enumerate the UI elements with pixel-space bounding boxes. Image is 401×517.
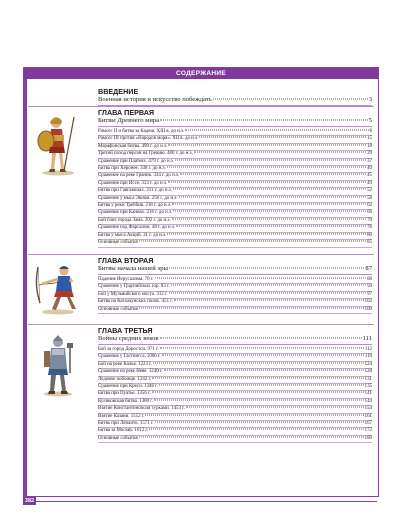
toc-entry[interactable] <box>98 136 372 143</box>
toc-entry[interactable] <box>98 129 372 136</box>
toc-entry-title: Сражение на реке Неве. 1240 г. <box>98 369 163 375</box>
leader-dots <box>172 218 366 219</box>
page-footer-rule <box>36 501 377 502</box>
toc-entry-title: Сражение у мыса Экном. 256 г. до н.э. <box>98 195 178 201</box>
toc-frame <box>23 67 379 497</box>
toc-entry-title: Сражение под Фарсалом. 48 г. до н.э. <box>98 225 176 231</box>
chapter-3-subtitle: Войны средних веков <box>98 335 159 342</box>
chapter-3-entries <box>98 347 372 443</box>
toc-entry[interactable] <box>98 391 372 398</box>
leader-dots <box>155 278 367 279</box>
toc-entry-page: 40 <box>367 166 372 172</box>
toc-entry-title: Сражение при Каннах. 216 г. до н.э. <box>98 210 173 216</box>
leader-dots <box>154 399 364 400</box>
medieval-knight-icon <box>34 333 82 397</box>
section-divider <box>28 254 374 255</box>
section-divider <box>28 324 374 325</box>
toc-entry-page: 161 <box>364 413 372 419</box>
toc-entry-title: Взятие Константинополя турками. 1453 г. <box>98 406 185 412</box>
toc-entry-title: Ледовое побоище. 1242 г. <box>98 376 152 382</box>
leader-dots <box>174 300 364 301</box>
toc-entry-title: Марафонская битва. 490 г. до н.э. <box>98 143 168 149</box>
chapter-2-title: ГЛАВА ВТОРАЯ <box>98 256 154 265</box>
toc-entry[interactable] <box>98 354 372 361</box>
toc-entry-page: 154 <box>364 406 372 412</box>
toc-entry-title: Битва за Москву. 1612 г. <box>98 428 149 434</box>
intro-subtitle-row[interactable] <box>98 96 372 106</box>
toc-entry[interactable] <box>98 421 372 428</box>
toc-entry[interactable] <box>98 166 372 173</box>
greek-warrior-icon <box>34 113 82 177</box>
toc-entry-title: Сражение у Гастингса. 1066 г. <box>98 354 161 360</box>
section-divider <box>28 106 374 107</box>
toc-entry-page: 112 <box>364 347 372 352</box>
toc-entry[interactable] <box>98 210 372 217</box>
leader-dots <box>194 152 366 153</box>
toc-entry[interactable] <box>98 377 372 384</box>
leader-dots <box>155 422 364 423</box>
leader-dots <box>173 189 366 190</box>
leader-dots <box>176 226 366 227</box>
toc-entry-page: 66 <box>367 210 372 216</box>
toc-entry-page: 58 <box>367 195 372 201</box>
leader-dots <box>180 174 366 175</box>
toc-entry[interactable] <box>98 299 372 306</box>
leader-dots <box>145 414 363 415</box>
toc-entry[interactable] <box>98 347 372 354</box>
intro-content <box>98 88 372 108</box>
chapter-1-title: ГЛАВА ПЕРВАЯ <box>98 108 155 117</box>
toc-entry-title: Битва при Пуатье. 1356 г. <box>98 391 151 397</box>
toc-entry-page: 52 <box>367 188 372 194</box>
toc-entry[interactable] <box>98 384 372 391</box>
toc-entry-title: Битва на Каталаунских полях. 451 г. <box>98 299 173 305</box>
toc-entry[interactable] <box>98 144 372 151</box>
toc-entry-title: Сражение у Граупийских гор. 83 г. <box>98 284 170 290</box>
toc-entry-title: Основные события <box>98 306 138 312</box>
leader-dots <box>153 362 364 363</box>
toc-entry-page: 128 <box>364 369 372 375</box>
toc-entry[interactable] <box>98 196 372 203</box>
toc-entry-title: Бой на реке Калка. 1223 г. <box>98 361 152 367</box>
chapter-2-page: 87 <box>365 265 372 272</box>
toc-entry[interactable] <box>98 414 372 421</box>
toc-entry[interactable] <box>98 428 372 435</box>
page-number: 382 <box>24 498 35 504</box>
toc-entry-page: 37 <box>367 158 372 164</box>
chapter-2-subtitle-row[interactable] <box>98 265 372 275</box>
toc-entry-page: 76 <box>367 225 372 231</box>
toc-entry-page: 119 <box>364 354 372 360</box>
toc-entry[interactable] <box>98 218 372 225</box>
leader-dots <box>164 370 364 371</box>
leader-dots <box>213 99 368 100</box>
toc-entry-title: Основные события <box>98 435 138 441</box>
toc-entry[interactable] <box>98 181 372 188</box>
intro-page: 3 <box>368 96 372 103</box>
leader-dots <box>179 196 367 197</box>
toc-entry[interactable] <box>98 277 372 284</box>
toc-entry-title: Сражение на реке Граник. 334 г. до н.э. <box>98 173 180 179</box>
toc-entry-page: 49 <box>367 180 372 186</box>
toc-entry-page: 102 <box>364 299 372 305</box>
archer-icon <box>34 259 82 315</box>
chapter-3-title: ГЛАВА ТРЕТЬЯ <box>98 326 153 335</box>
leader-dots <box>169 292 367 293</box>
chapter-3-page: 111 <box>362 335 372 342</box>
toc-entry-page: 180 <box>364 435 372 441</box>
toc-entry-page: 144 <box>364 398 372 404</box>
intro-title: ВВЕДЕНИЕ <box>98 87 139 96</box>
toc-entry[interactable] <box>98 307 372 314</box>
toc-entry[interactable] <box>98 406 372 413</box>
leader-dots <box>160 338 362 339</box>
leader-dots <box>199 137 366 138</box>
chapter-1-page: 5 <box>368 117 372 124</box>
leader-dots <box>171 285 366 286</box>
leader-dots <box>139 307 364 308</box>
toc-entry[interactable] <box>98 284 372 291</box>
toc-entry-title: Основные события <box>98 240 138 246</box>
toc-entry-title: Бой за город Доростол. 971 г. <box>98 347 159 352</box>
toc-entry-title: Сражение при Платеях. 479 г. до н.э. <box>98 158 175 164</box>
chapter-1-entries <box>98 129 372 248</box>
toc-entry-page: 15 <box>367 136 372 142</box>
leader-dots <box>160 348 364 349</box>
leader-dots <box>167 233 366 234</box>
toc-entry[interactable] <box>98 240 372 247</box>
toc-entry-title: Бой близ города Зама. 202 г. до н.э. <box>98 217 171 223</box>
toc-entry-page: 18 <box>367 143 372 149</box>
toc-entry-page: 97 <box>367 291 372 297</box>
toc-entry-title: Сражение при Иссе. 333 г. до н.э. <box>98 180 168 186</box>
leader-dots <box>152 392 364 393</box>
chapter-2-subtitle: Битвы начала нашей эры <box>98 265 168 272</box>
toc-entry-page: 45 <box>367 173 372 179</box>
toc-entry-title: Битва у реки Треббия. 218 г. до н.э. <box>98 203 172 209</box>
toc-entry-page: 29 <box>367 151 372 157</box>
toc-entry-title: Сражение при Креси. 1346 г. <box>98 384 158 390</box>
leader-dots <box>167 167 366 168</box>
toc-entry[interactable] <box>98 436 372 443</box>
toc-entry-page: 124 <box>364 361 372 367</box>
toc-entry-page: 167 <box>364 421 372 427</box>
leader-dots <box>149 429 364 430</box>
leader-dots <box>175 159 366 160</box>
chapter-3-content <box>98 327 372 443</box>
toc-entry-title: Рамсес II и битва за Кадеш. XIII в. до н.э. <box>98 129 185 134</box>
toc-entry[interactable] <box>98 292 372 299</box>
chapter-3-subtitle-row[interactable] <box>98 335 372 345</box>
intro-subtitle: Военная история и искусство побеждать <box>98 96 212 103</box>
toc-entry[interactable] <box>98 362 372 369</box>
toc-entry-page: 62 <box>367 203 372 209</box>
toc-entry[interactable] <box>98 233 372 240</box>
toc-entry-page: 135 <box>364 384 372 390</box>
toc-entry-page: 172 <box>364 428 372 434</box>
toc-entry-page: 8 <box>369 129 372 134</box>
toc-entry[interactable] <box>98 188 372 195</box>
leader-dots <box>139 436 364 437</box>
toc-entry-page: 94 <box>367 284 372 290</box>
leader-dots <box>186 407 364 408</box>
toc-entry-title: Битва у мыса Акций. 31 г. до н.э. <box>98 232 167 238</box>
leader-dots <box>168 181 366 182</box>
toc-entry[interactable] <box>98 399 372 406</box>
toc-entry-title: Битва при Гавгамелах. 331 г. до н.э. <box>98 188 173 194</box>
leader-dots <box>185 130 368 131</box>
leader-dots <box>172 204 366 205</box>
toc-entry-title: Рамсес III против «Народов моря». XII в. до н.э. <box>98 136 199 142</box>
leader-dots <box>152 377 363 378</box>
toc-header: СОДЕРЖАНИЕ <box>24 68 378 79</box>
toc-entry[interactable] <box>98 173 372 180</box>
chapter-2-content <box>98 257 372 314</box>
toc-entry-title: Взятие Казани. 1552 г. <box>98 413 145 419</box>
toc-entry-page: 80 <box>367 232 372 238</box>
leader-dots <box>160 120 368 121</box>
toc-entry[interactable] <box>98 369 372 376</box>
leader-dots <box>173 211 366 212</box>
toc-entry[interactable] <box>98 159 372 166</box>
toc-entry[interactable] <box>98 203 372 210</box>
toc-entry-page: 109 <box>364 306 372 312</box>
toc-entry[interactable] <box>98 225 372 232</box>
toc-entry-page: 85 <box>367 240 372 246</box>
toc-entry[interactable] <box>98 151 372 158</box>
toc-entry-title: Куликовская битва. 1380 г. <box>98 398 153 404</box>
chapter-1-content <box>98 109 372 248</box>
toc-entry-page: 141 <box>364 391 372 397</box>
toc-entry-title: Третий поход персов на Грецию. 480 г. до н.э. <box>98 151 193 157</box>
toc-entry-page: 88 <box>367 277 372 282</box>
leader-dots <box>168 144 366 145</box>
toc-entry-title: Бой у Мульвийского моста. 312 г. <box>98 291 168 297</box>
toc-entry-title: Битва при Лепанто. 1571 г. <box>98 421 154 427</box>
leader-dots <box>139 241 366 242</box>
toc-entry-page: 131 <box>364 376 372 382</box>
chapter-2-entries <box>98 277 372 314</box>
leader-dots <box>169 268 364 269</box>
toc-entry-title: Битва при Херонее. 338 г. до н.э. <box>98 166 166 172</box>
toc-entry-page: 70 <box>367 217 372 223</box>
leader-dots <box>162 355 364 356</box>
chapter-1-subtitle-row[interactable] <box>98 117 372 127</box>
chapter-1-subtitle: Битвы Древнего мира <box>98 117 160 124</box>
leader-dots <box>159 385 364 386</box>
toc-entry-title: Падение Иерусалима. 70 г. <box>98 277 154 282</box>
